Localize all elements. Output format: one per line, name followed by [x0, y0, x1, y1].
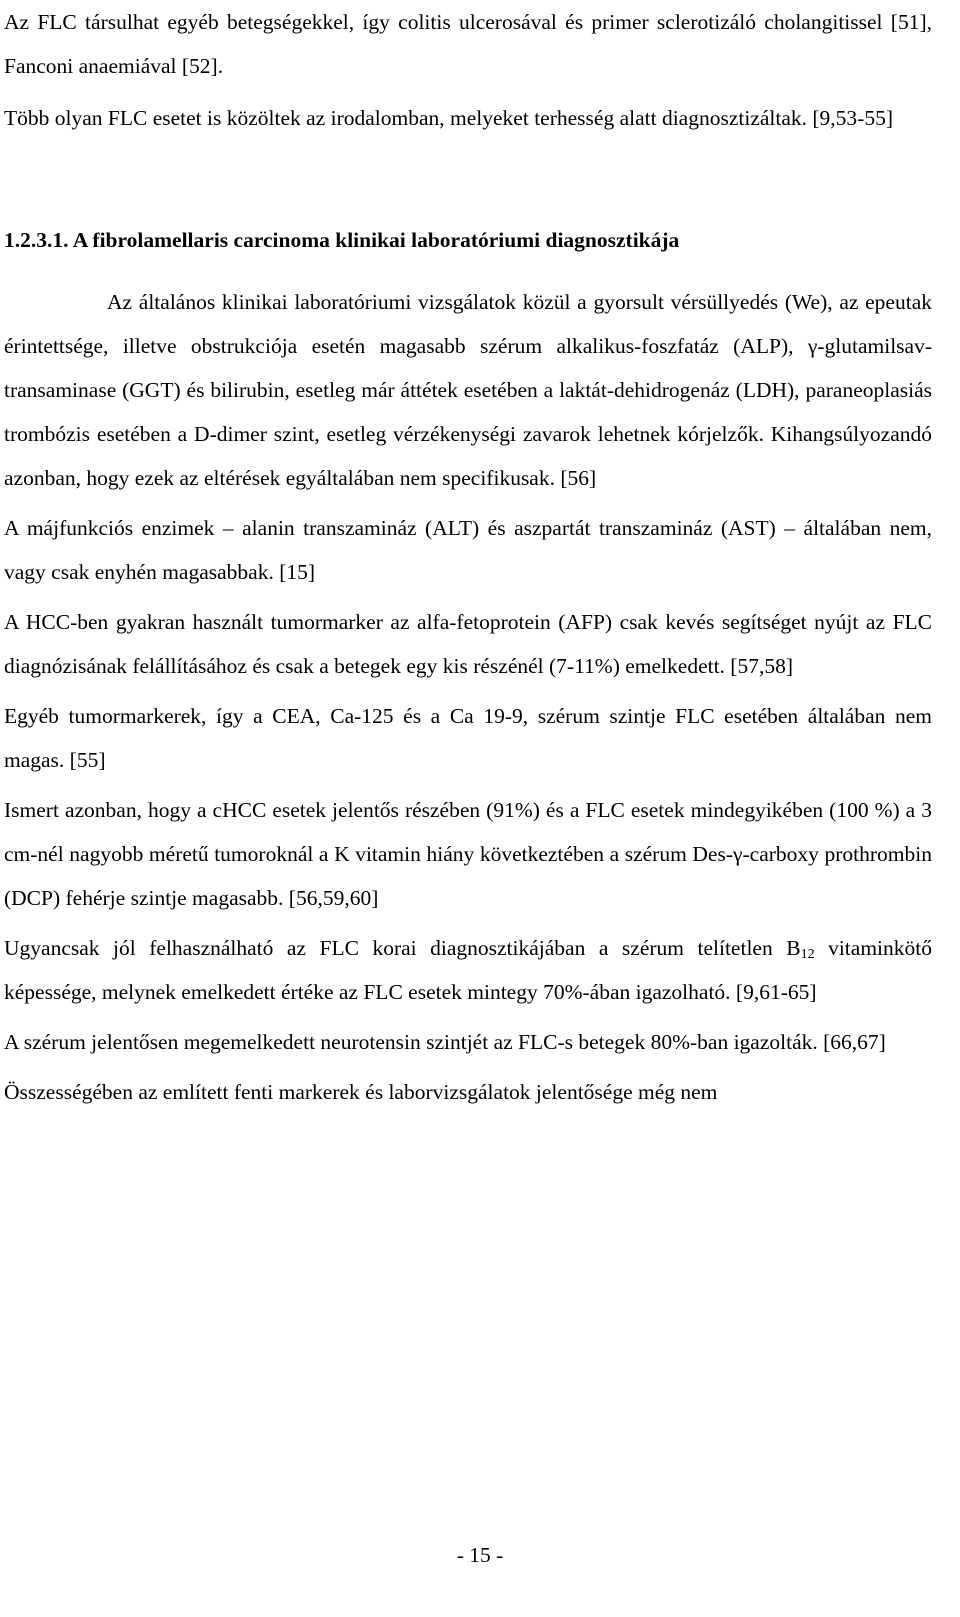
- paragraph-flc-associations: Az FLC társulhat egyéb betegségekkel, így colitis ulcerosával és primer sclerotizáló cholangitissel [51], Fanconi anaemiával [52].: [4, 10, 932, 78]
- b12-text-start: Ugyancsak jól felhasználható az FLC korai diagnosztikájában a szérum telítetlen B: [4, 936, 801, 960]
- page-number: - 15 -: [456, 1543, 504, 1567]
- paragraph-other-tumor-markers: Egyéb tumormarkerek, így a CEA, Ca-125 és a Ca 19-9, szérum szintje FLC esetében általában nem magas. [55]: [4, 704, 932, 772]
- paragraph-pregnancy-cases: Több olyan FLC esetet is közöltek az irodalomban, melyeket terhesség alatt diagnosztizáltak. [9,53-55]: [4, 106, 893, 130]
- paragraph-general-lab-tests: Az általános klinikai laboratóriumi vizsgálatok közül a gyorsult vérsüllyedés (We), az epeutak érintettsége, illetve obstrukciója esetén magasabb szérum alkalikus-foszfatáz (ALP), γ-glutamilsav-transaminase (GGT) és bilirubin, esetleg már áttétek esetében a laktát-dehidrogenáz (LDH), paraneoplasiás trombózis esetében a D-dimer szint, esetleg vérzékenységi zavarok lehetnek kórjelzők. Kihangsúlyozandó azonban, hogy ezek az eltérések egyáltalában nem specifikusak. [56]: [4, 290, 932, 490]
- paragraph-liver-enzymes: A májfunkciós enzimek – alanin transzamináz (ALT) és aszpartát transzamináz (AST) – általában nem, vagy csak enyhén magasabbak. [15]: [4, 516, 932, 584]
- section-heading: 1.2.3.1. A fibrolamellaris carcinoma klinikai laboratóriumi diagnosztikája: [4, 228, 680, 252]
- b12-text-end: vitaminkötő képessége, melynek emelkedett értéke az FLC esetek mintegy 70%-ában igazolható. [9,61-65]: [4, 936, 932, 1004]
- document-page: [4, 0, 932, 1114]
- b12-subscript: 12: [800, 947, 815, 962]
- paragraph-b12-binding: [4, 926, 932, 1014]
- paragraph-afp: A HCC-ben gyakran használt tumormarker az alfa-fetoprotein (AFP) csak kevés segítséget nyújt az FLC diagnózisának felállításához és csak a betegek egy kis részénél (7-11%) emelkedett. [57,58]: [4, 610, 932, 678]
- paragraph-neurotensin: A szérum jelentősen megemelkedett neurotensin szintjét az FLC-s betegek 80%-ban igazolták. [66,67]: [4, 1030, 886, 1054]
- paragraph-dcp: Ismert azonban, hogy a cHCC esetek jelentős részében (91%) és a FLC esetek mindegyikében (100 %) a 3 cm-nél nagyobb méretű tumoroknál a K vitamin hiány következtében a szérum Des-γ-carboxy prothrombin (DCP) fehérje szintje magasabb. [56,59,60]: [4, 798, 932, 910]
- paragraph-summary: Összességében az említett fenti markerek és laborvizsgálatok jelentősége még nem: [4, 1080, 718, 1104]
